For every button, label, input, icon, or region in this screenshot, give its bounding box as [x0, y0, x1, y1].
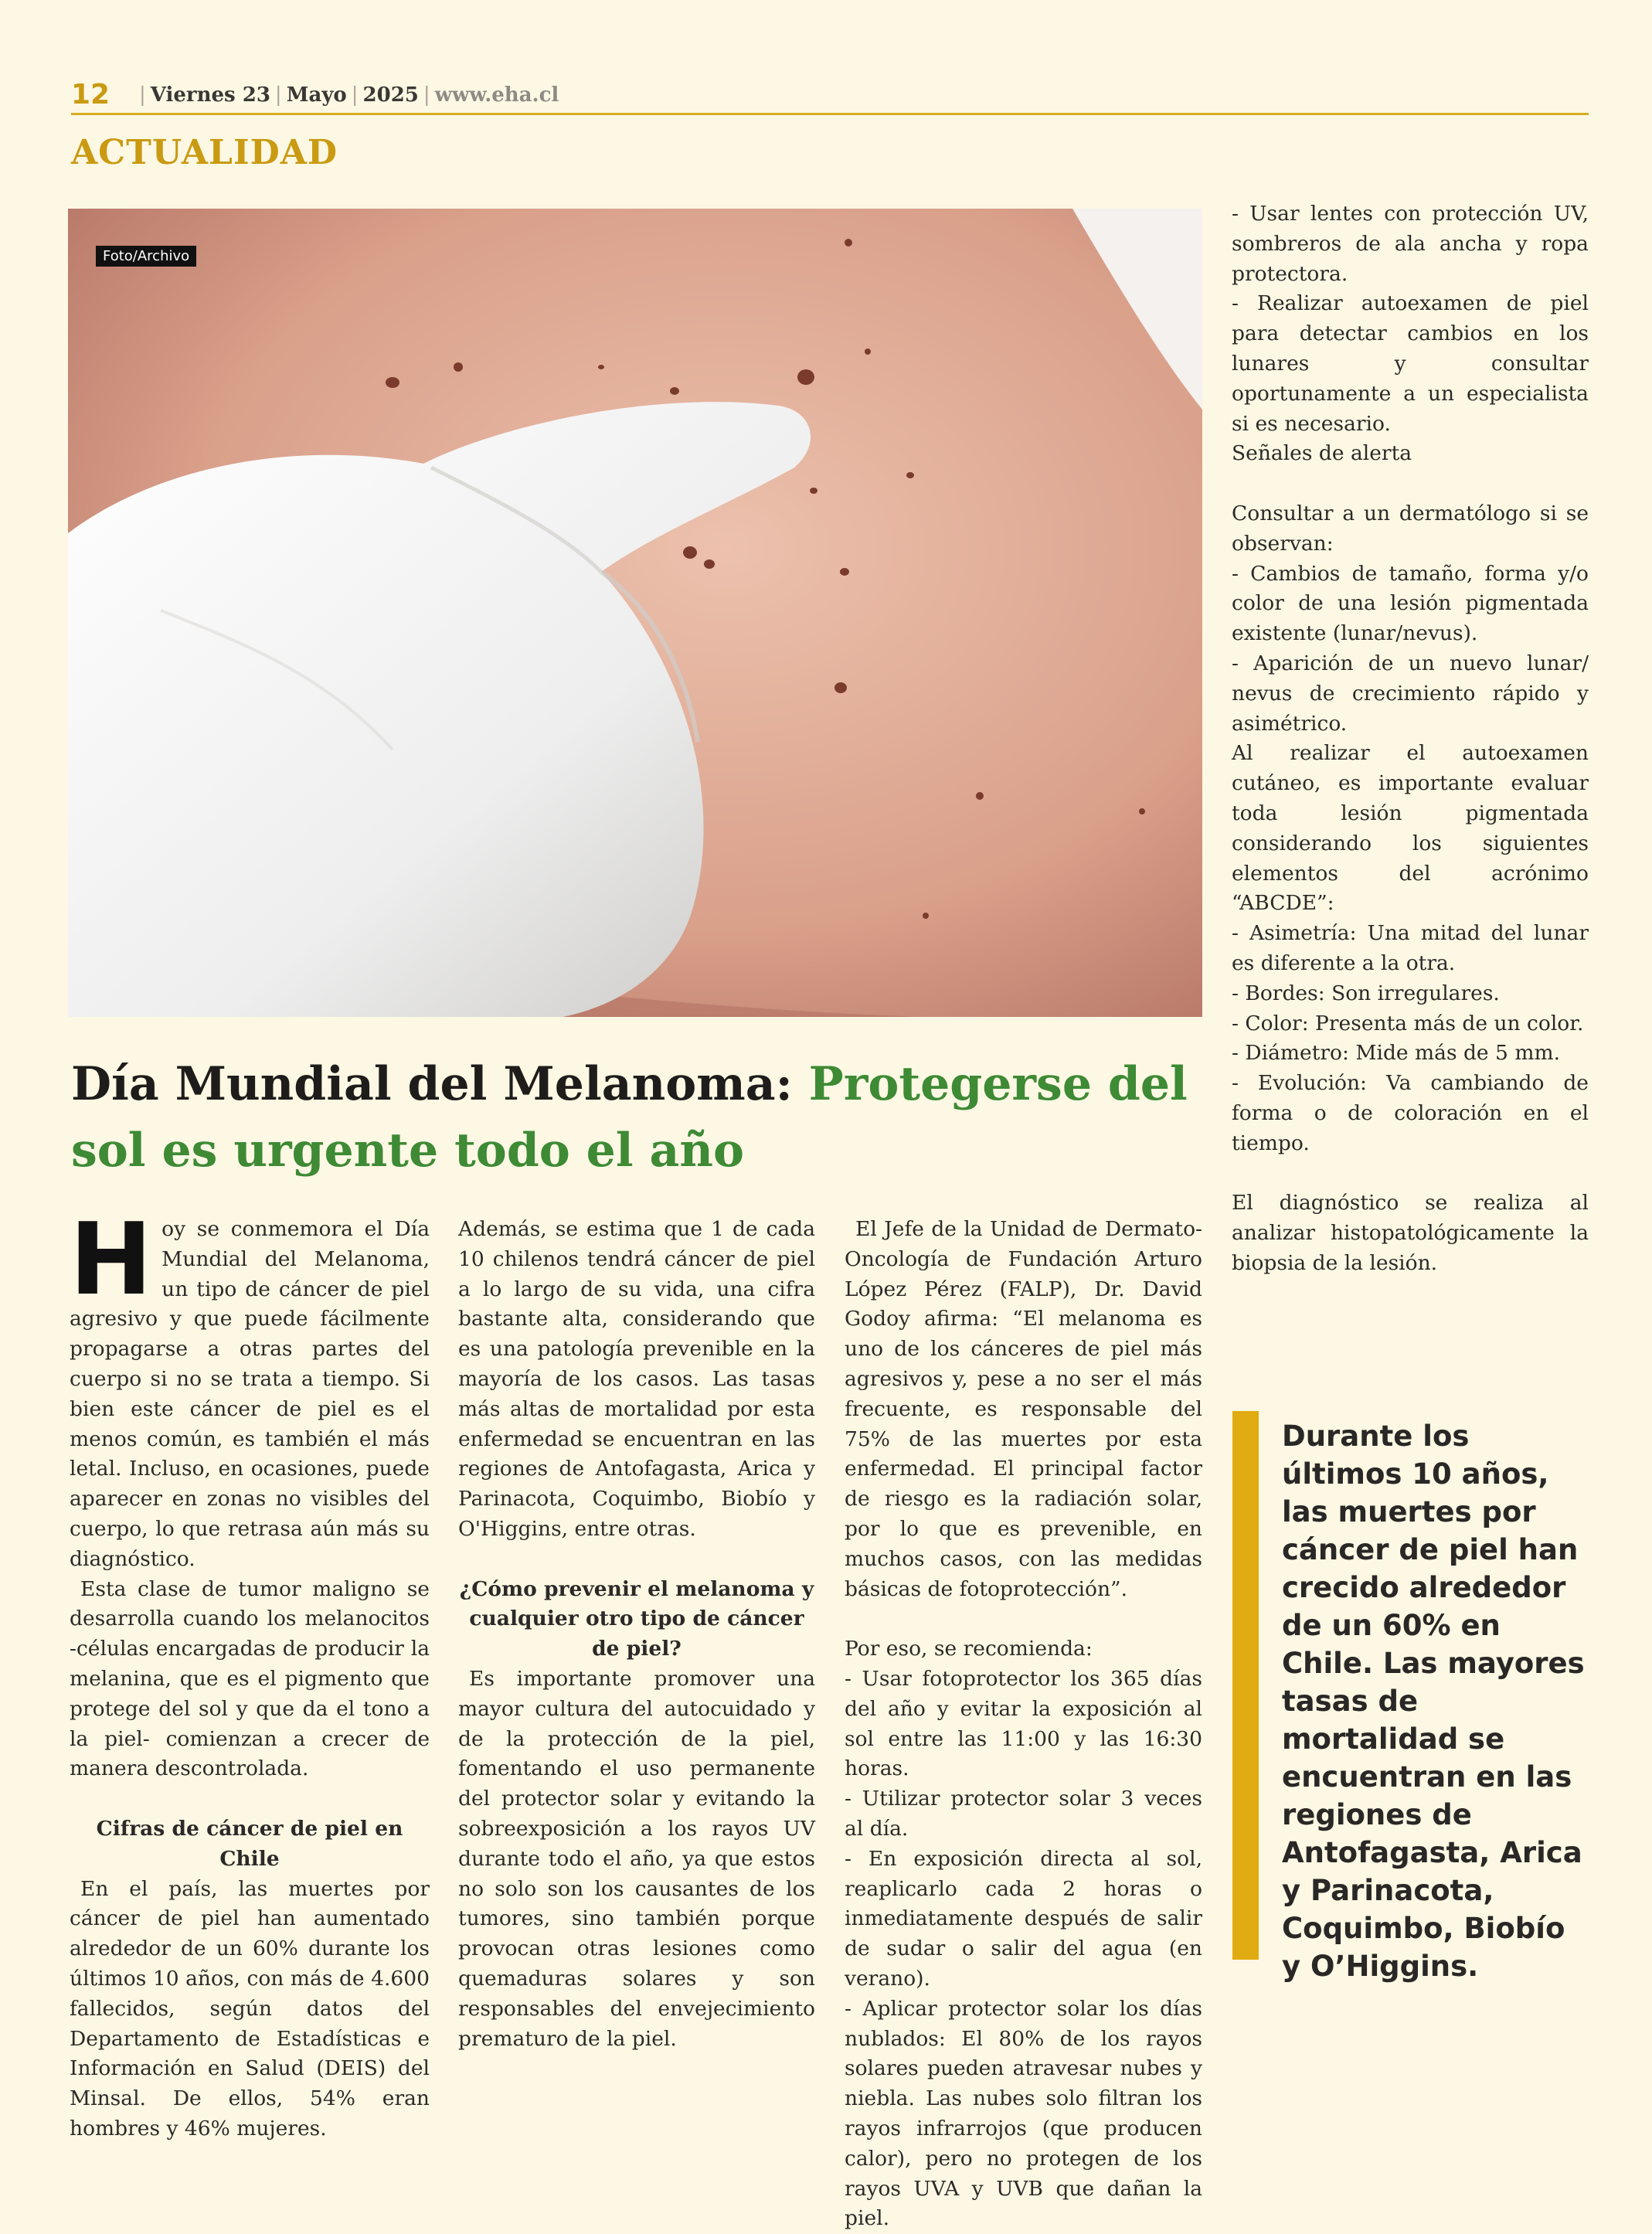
abcde-item: - Diámetro: Mide más de 5 mm. — [1232, 1041, 1560, 1066]
subheading: Cifras de cáncer de piel en Chile — [96, 1816, 403, 1871]
paragraph: Consultar a un dermatólogo si se observan: — [1232, 501, 1589, 556]
abcde-item: - Asimetría: Una mitad del lunar es diferente a la otra. — [1232, 921, 1589, 975]
separator: | — [139, 83, 146, 107]
recommendation-item: - Realizar autoexamen de piel para detectar cambios en los lunares y consultar oportunamente a un especialista si es necesario. — [1232, 291, 1589, 436]
dateline — [134, 83, 559, 107]
subheading-inline: Señales de alerta — [1232, 441, 1412, 466]
date-day: Viernes 23 — [150, 83, 270, 107]
lead-paragraph — [70, 1202, 430, 1575]
abcde-item: - Evolución: Va cambiando de forma o de coloración en el tiempo. — [1232, 1071, 1589, 1155]
pull-quote-bar — [1232, 1411, 1259, 1960]
separator: | — [351, 83, 359, 107]
recommendation-item: - Usar fotoprotector los 365 días del año y evitar la exposición al sol entre las 11:00 y las 16:30 horas. — [845, 1666, 1202, 1781]
website-link[interactable]: www.eha.cl — [434, 83, 559, 107]
headline-part-1: Día Mundial del Melanoma: — [71, 1057, 809, 1111]
date-month: Mayo — [286, 83, 347, 107]
skin-exam-illustration — [68, 209, 1202, 1017]
paragraph: Además, se estima que 1 de cada 10 chilenos tendrá cáncer de piel a lo largo de su vida, una cifra bastante alta, considerando que es una patología prevenible en la mayoría de los casos. Las tasas más altas de mortalidad por esta enfermedad se encuentran en las regiones de Antofagasta, Arica y Parinacota, Coquimbo, Biobío y O'Higgins, entre otras. — [458, 1217, 815, 1541]
alert-item: - Cambios de tamaño, forma y/o color de una lesión pigmentada existente (lunar/nevus). — [1232, 561, 1589, 646]
paragraph: El Jefe de la Unidad de Dermato-Oncología de Fundación Arturo López Pérez (FALP), Dr. David Godoy afirma: “El melanoma es uno de los cánceres de piel más agresivos y, pese a no ser el más frecuente, es responsable del 75% de las muertes por esta enfermedad. El principal factor de riesgo es la radiación solar, por lo que es prevenible, en muchos casos, con las medidas básicas de fotoprotección”. — [845, 1217, 1202, 1601]
pull-quote-text: Durante los últimos 10 años, las muertes por cáncer de piel han crecido alrededor de un 60% en Chile. Las mayores tasas de mortalidad se encuentran en las regiones de Antofagasta, Arica y Parinacota, Coquimbo, Biobío y O’Higgins. — [1282, 1420, 1585, 1983]
page-number: 12 — [71, 79, 110, 111]
paragraph: Es importante promover una mayor cultura del autocuidado y de la protección de la piel, fomentando el uso permanente del protector solar y evitando la sobreexposición a los rayos UV durante todo el año, ya que estos no solo son los causantes de los tumores, sino también porque provocan otras lesiones como quemaduras solares y son responsables del envejecimiento prematuro de la piel. — [458, 1666, 815, 2051]
recommendation-item: - En exposición directa al sol, reaplicarlo cada 2 horas o inmediatamente después de salir de sudar o salir del agua (en verano). — [845, 1846, 1202, 1991]
section-label: ACTUALIDAD — [71, 133, 338, 172]
separator: | — [274, 83, 282, 107]
subheading: ¿Cómo prevenir el melanoma y cualquier otro tipo de cáncer de piel? — [459, 1576, 814, 1661]
date-year: 2025 — [362, 83, 419, 107]
article-photo — [68, 209, 1202, 1017]
paragraph: Esta clase de tumor maligno se desarrolla cuando los melanocitos -células encargadas de producir la melanina, que es el pigmento que protege del sol y que da el tono a la piel- comienzan a crecer de manera descontrolada. — [70, 1576, 430, 1781]
abcde-item: - Color: Presenta más de un color. — [1232, 1011, 1584, 1035]
photo-credit: Foto/Archivo — [96, 246, 196, 267]
page-header — [71, 77, 1589, 115]
paragraph: Al realizar el autoexamen cutáneo, es importante evaluar toda lesión pigmentada considerando los siguientes elementos del acrónimo “ABCDE”: — [1232, 741, 1589, 916]
article-headline — [71, 1051, 1199, 1184]
lead-text: oy se conmemora el Día Mundial del Melanoma, un tipo de cáncer de piel agresivo y que puede fácilmente propagarse a otras partes del cuerpo si no se trata a tiempo. Si bien este cáncer de piel es el menos común, es también el más letal. Incluso, en ocasiones, puede aparecer en zonas no visibles del cuerpo, lo que retrasa aún más su diagnóstico. — [70, 1217, 430, 1571]
pull-quote — [1232, 1411, 1589, 1983]
abcde-item: - Bordes: Son irregulares. — [1232, 981, 1500, 1005]
article-column-4 — [1232, 199, 1589, 1279]
recommendation-item: - Aplicar protector solar los días nublados: El 80% de los rayos solares pueden atravesar nubes y niebla. Las nubes solo filtran los rayos infrarrojos (que producen calor), pero no protegen de los rayos UVA y UVB que dañan la piel. — [845, 1996, 1202, 2231]
drop-cap: H — [70, 1202, 153, 1318]
paragraph: Por eso, se recomienda: — [845, 1637, 1093, 1661]
separator: | — [423, 83, 430, 107]
recommendation-item: - Usar lentes con protección UV, sombreros de ala ancha y ropa protectora. — [1232, 202, 1589, 286]
article-column-3 — [845, 1215, 1202, 2234]
article-column-2 — [458, 1215, 815, 2054]
article-column-1 — [70, 1202, 430, 2144]
paragraph: En el país, las muertes por cáncer de piel han aumentado alrededor de un 60% durante los últimos 10 años, con más de 4.600 fallecidos, según datos del Departamento de Estadísticas e Información en Salud (DEIS) del Minsal. De ellos, 54% eran hombres y 46% mujeres. — [70, 1876, 430, 2140]
headline-part-2: Protegerse del sol es urgente todo el año — [71, 1057, 1188, 1178]
alert-item: - Aparición de un nuevo lunar/ nevus de crecimiento rápido y asimétrico. — [1232, 651, 1589, 736]
recommendation-item: - Utilizar protector solar 3 veces al día. — [845, 1787, 1202, 1841]
paragraph: El diagnóstico se realiza al analizar histopatológicamente la biopsia de la lesión. — [1232, 1191, 1589, 1275]
